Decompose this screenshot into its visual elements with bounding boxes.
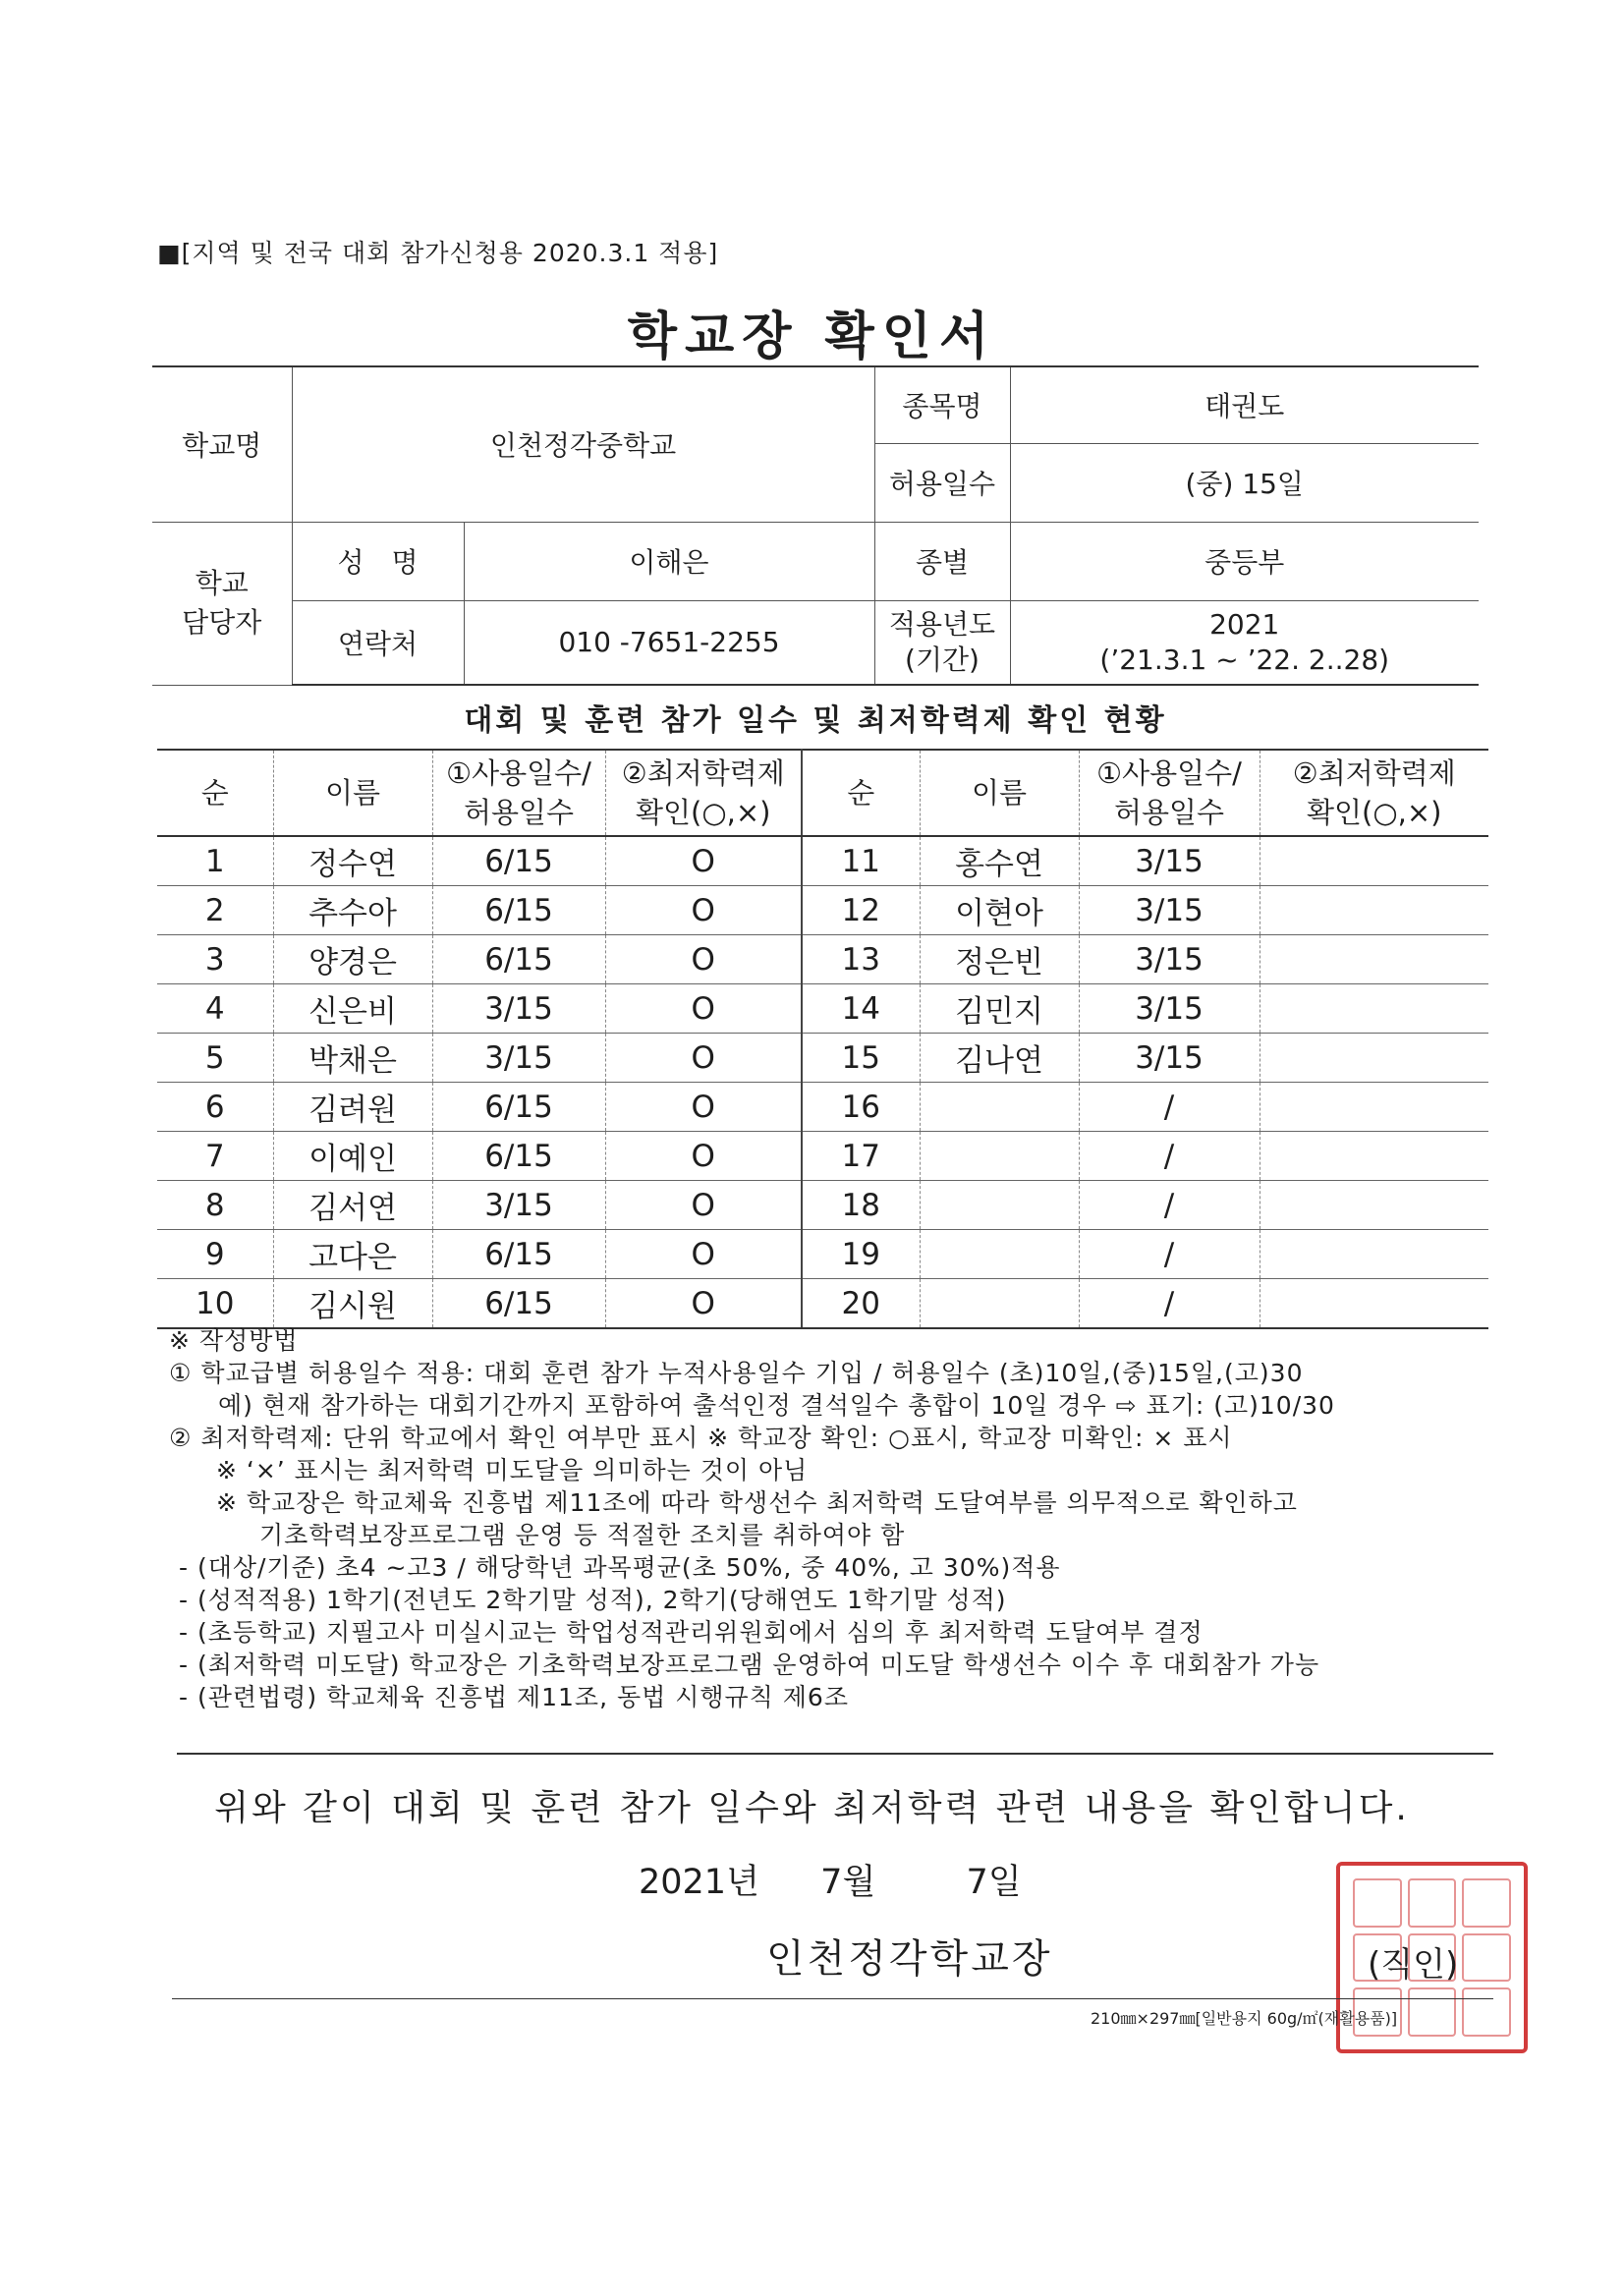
student-name — [920, 1083, 1079, 1132]
note-line: 예) 현재 참가하는 대회기간까지 포함하여 출석인정 결석일수 총합이 10일 경우 ⇨ 표기: (고)10/30 — [218, 1391, 1335, 1420]
note-line: - (관련법령) 학교체육 진흥법 제11조, 동법 시행규칙 제6조 — [179, 1683, 849, 1711]
row-number: 18 — [802, 1181, 920, 1230]
note-line: - (초등학교) 지필고사 미실시교는 학업성적관리위원회에서 심의 후 최저학력 도달여부 결정 — [179, 1618, 1204, 1647]
student-name: 이예인 — [273, 1132, 432, 1181]
days-used: 3/15 — [1079, 935, 1260, 984]
days-used: 3/15 — [432, 1181, 605, 1230]
school-name-value: 인천정각중학교 — [292, 366, 874, 522]
days-used: / — [1079, 1083, 1260, 1132]
row-number: 11 — [802, 836, 920, 886]
roster-header-row — [157, 750, 1488, 836]
note-line: - (성적적용) 1학기(전년도 2학기말 성적), 2학기(당해연도 1학기말 성적) — [179, 1586, 1007, 1614]
roster-row — [157, 935, 1488, 984]
year-value: 2021 (’21.3.1 ~ ’22. 2..28) — [1010, 600, 1479, 685]
roster-row — [157, 886, 1488, 935]
student-name — [920, 1132, 1079, 1181]
days-used: 3/15 — [432, 1034, 605, 1083]
date-day: 7일 — [966, 1863, 1022, 1902]
days-used: / — [1079, 1132, 1260, 1181]
school-name-label: 학교명 — [152, 366, 292, 522]
manager-label: 학교 담당자 — [152, 522, 292, 685]
notes-heading: ※ 작성방법 — [169, 1326, 299, 1355]
student-name: 양경은 — [273, 935, 432, 984]
row-number: 7 — [157, 1132, 273, 1181]
days-used: 6/15 — [432, 1132, 605, 1181]
issue-date — [639, 1855, 1022, 1904]
min-academic-check — [1260, 836, 1488, 886]
min-academic-check — [1260, 984, 1488, 1034]
row-number: 6 — [157, 1083, 273, 1132]
roster-row — [157, 1279, 1488, 1329]
min-academic-check — [1260, 886, 1488, 935]
roster-row — [157, 1230, 1488, 1279]
row-number: 5 — [157, 1034, 273, 1083]
section-title: 대회 및 훈련 참가 일수 및 최저학력제 확인 현황 — [464, 703, 1167, 738]
page-title: 학교장 확인서 — [627, 308, 997, 366]
col-days-header: ①사용일수/ 허용일수 — [1079, 750, 1260, 836]
row-number: 9 — [157, 1230, 273, 1279]
note-line: ② 최저학력제: 단위 학교에서 확인 여부만 표시 ※ 학교장 확인: ○표시, 학교장 미확인: × 표시 — [169, 1424, 1233, 1452]
note-line: - (최저학력 미도달) 학교장은 기초학력보장프로그램 운영하여 미도달 학생선수 이수 후 대회참가 가능 — [179, 1651, 1320, 1679]
days-used: 3/15 — [1079, 984, 1260, 1034]
note-line: - (대상/기준) 초4 ~고3 / 해당학년 과목평균(초 50%, 중 40%, 고 30%)적용 — [179, 1553, 1061, 1582]
min-academic-check: O — [605, 935, 802, 984]
student-name: 김려원 — [273, 1083, 432, 1132]
col-name-header: 이름 — [273, 750, 432, 836]
row-number: 3 — [157, 935, 273, 984]
student-name — [920, 1230, 1079, 1279]
col-confirm-header: ②최저학력제 확인(○,×) — [1260, 750, 1488, 836]
student-name: 추수아 — [273, 886, 432, 935]
year-label: 적용년도 (기간) — [874, 600, 1010, 685]
min-academic-check: O — [605, 836, 802, 886]
student-name: 정은빈 — [920, 935, 1079, 984]
allowed-days-value: (중) 15일 — [1010, 443, 1479, 522]
days-used: 6/15 — [432, 836, 605, 886]
roster-row — [157, 1083, 1488, 1132]
row-number: 14 — [802, 984, 920, 1034]
days-used: 3/15 — [1079, 886, 1260, 935]
division-value: 중등부 — [1010, 522, 1479, 600]
divider — [172, 1998, 1493, 1999]
days-used: / — [1079, 1279, 1260, 1329]
min-academic-check — [1260, 1132, 1488, 1181]
days-used: 6/15 — [432, 1083, 605, 1132]
contact-label: 연락처 — [292, 600, 464, 685]
sport-label: 종목명 — [874, 366, 1010, 443]
col-no-header: 순 — [802, 750, 920, 836]
min-academic-check: O — [605, 1132, 802, 1181]
min-academic-check: O — [605, 984, 802, 1034]
allowed-days-label: 허용일수 — [874, 443, 1010, 522]
row-number: 15 — [802, 1034, 920, 1083]
student-name: 정수연 — [273, 836, 432, 886]
divider — [177, 1753, 1493, 1755]
row-number: 1 — [157, 836, 273, 886]
row-number: 4 — [157, 984, 273, 1034]
roster-row — [157, 1181, 1488, 1230]
row-number: 2 — [157, 886, 273, 935]
min-academic-check — [1260, 1181, 1488, 1230]
days-used: 6/15 — [432, 886, 605, 935]
note-line: ※ ‘×’ 표시는 최저학력 미도달을 의미하는 것이 아님 — [216, 1456, 809, 1484]
division-label: 종별 — [874, 522, 1010, 600]
contact-value: 010 -7651-2255 — [464, 600, 874, 685]
col-days-header: ①사용일수/ 허용일수 — [432, 750, 605, 836]
header-note: ■[지역 및 전국 대회 참가신청용 2020.3.1 적용] — [157, 239, 719, 267]
confirm-statement: 위와 같이 대회 및 훈련 참가 일수와 최저학력 관련 내용을 확인합니다. — [214, 1788, 1410, 1828]
row-number: 13 — [802, 935, 920, 984]
col-confirm-header: ②최저학력제 확인(○,×) — [605, 750, 802, 836]
student-name — [920, 1279, 1079, 1329]
instructions — [169, 1324, 1505, 1713]
note-line: 기초학력보장프로그램 운영 등 적절한 조치를 취하여야 함 — [259, 1521, 906, 1549]
days-used: 3/15 — [1079, 1034, 1260, 1083]
school-info-table — [152, 365, 1479, 686]
student-name: 박채은 — [273, 1034, 432, 1083]
min-academic-check: O — [605, 1181, 802, 1230]
student-name — [920, 1181, 1079, 1230]
student-name: 이현아 — [920, 886, 1079, 935]
min-academic-check — [1260, 1230, 1488, 1279]
col-no-header: 순 — [157, 750, 273, 836]
student-name: 김나연 — [920, 1034, 1079, 1083]
min-academic-check: O — [605, 886, 802, 935]
col-name-header: 이름 — [920, 750, 1079, 836]
seal-label: (직인) — [1368, 1945, 1459, 1985]
signer-name: 인천정각학교장 — [766, 1936, 1053, 1982]
row-number: 10 — [157, 1279, 273, 1329]
min-academic-check — [1260, 935, 1488, 984]
days-used: 6/15 — [432, 1279, 605, 1329]
days-used: 3/15 — [1079, 836, 1260, 886]
row-number: 19 — [802, 1230, 920, 1279]
paper-spec: 210㎜×297㎜[일반용지 60g/㎡(재활용품)] — [1091, 2009, 1398, 2028]
student-name: 김서연 — [273, 1181, 432, 1230]
min-academic-check — [1260, 1083, 1488, 1132]
row-number: 20 — [802, 1279, 920, 1329]
student-name: 김시원 — [273, 1279, 432, 1329]
row-number: 17 — [802, 1132, 920, 1181]
manager-name-value: 이해은 — [464, 522, 874, 600]
roster-table — [157, 749, 1488, 1329]
note-line: ① 학교급별 허용일수 적용: 대회 훈련 참가 누적사용일수 기입 / 허용일수 (초)10일,(중)15일,(고)30 — [169, 1359, 1304, 1387]
manager-name-label: 성 명 — [292, 522, 464, 600]
row-number: 16 — [802, 1083, 920, 1132]
roster-row — [157, 1034, 1488, 1083]
min-academic-check: O — [605, 1230, 802, 1279]
days-used: 6/15 — [432, 935, 605, 984]
date-month: 7월 — [820, 1863, 876, 1902]
row-number: 12 — [802, 886, 920, 935]
sport-value: 태권도 — [1010, 366, 1479, 443]
note-line: ※ 학교장은 학교체육 진흥법 제11조에 따라 학생선수 최저학력 도달여부를 의무적으로 확인하고 — [216, 1488, 1298, 1517]
min-academic-check: O — [605, 1083, 802, 1132]
days-used: / — [1079, 1230, 1260, 1279]
min-academic-check: O — [605, 1279, 802, 1329]
student-name: 신은비 — [273, 984, 432, 1034]
min-academic-check — [1260, 1034, 1488, 1083]
min-academic-check — [1260, 1279, 1488, 1329]
days-used: 6/15 — [432, 1230, 605, 1279]
student-name: 고다은 — [273, 1230, 432, 1279]
row-number: 8 — [157, 1181, 273, 1230]
roster-row — [157, 984, 1488, 1034]
days-used: / — [1079, 1181, 1260, 1230]
days-used: 3/15 — [432, 984, 605, 1034]
date-year: 2021년 — [639, 1863, 759, 1902]
student-name: 김민지 — [920, 984, 1079, 1034]
min-academic-check: O — [605, 1034, 802, 1083]
roster-row — [157, 1132, 1488, 1181]
roster-row — [157, 836, 1488, 886]
student-name: 홍수연 — [920, 836, 1079, 886]
